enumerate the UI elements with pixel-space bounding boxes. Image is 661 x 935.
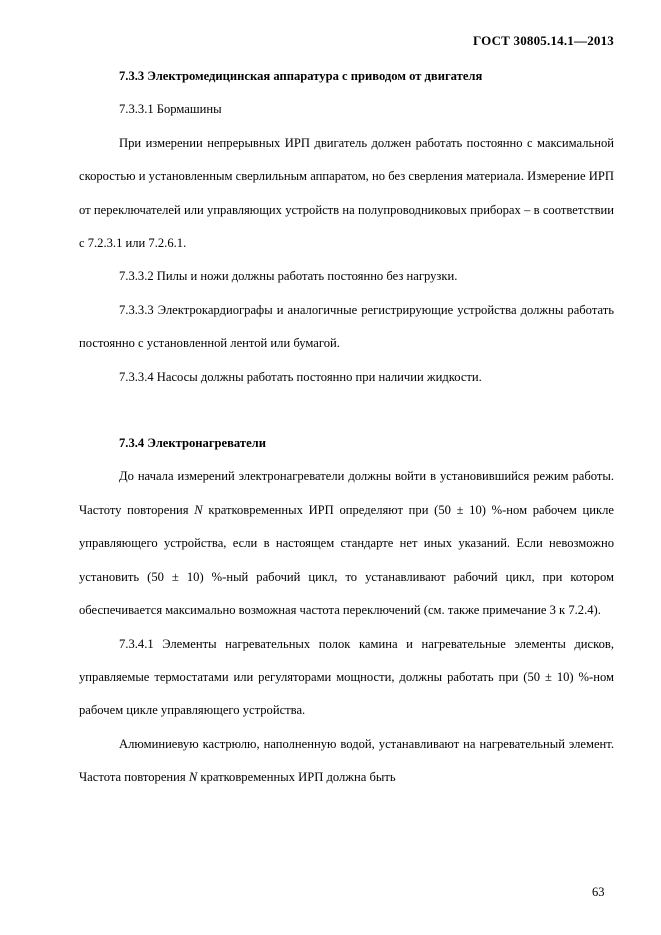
subsection-heading-7-3-3-1: 7.3.3.1 Бормашины bbox=[119, 102, 222, 117]
variable-n: N bbox=[188, 770, 198, 785]
text-segment: Алюминиевую кастрюлю, наполненную водой, устанавливают на нагревательный элемент. Частота повторения bbox=[79, 736, 614, 785]
text-segment: До начала измерений электронагреватели должны войти в установившийся режим работы. Частоту повторения bbox=[79, 469, 614, 517]
text-segment: кратковременных ИРП должна быть bbox=[197, 770, 396, 785]
section-heading-7-3-3: 7.3.3 Электромедицинская аппаратура с приводом от двигателя bbox=[119, 69, 483, 83]
paragraph-saws: 7.3.3.2 Пилы и ножи должны работать постоянно без нагрузки. bbox=[119, 269, 458, 284]
section-heading-7-3-4: 7.3.4 Электронагреватели bbox=[119, 436, 266, 451]
paragraph-pumps: 7.3.3.4 Насосы должны работать постоянно при наличии жидкости. bbox=[119, 369, 482, 384]
paragraph-cardiographs: 7.3.3.3 Электрокардиографы и аналогичные регистрирующие устройства должны работать постоянно с установленной лентой или бумагой. bbox=[79, 302, 614, 351]
page-number: 63 bbox=[592, 885, 605, 899]
text-segment: кратковременных ИРП определяют при (50 ± 10) %-ном рабочем цикле управляющего устройства, если в настоящем стандарте нет иных указаний. Если невозможно установить (50 ± 10) %-ный рабочий цикл, то устанавливают рабочий цикл, при котором обеспечивается максимально возможная частота переключений (см. также примечание 3 к 7.2.4). bbox=[79, 502, 615, 618]
document-header: ГОСТ 30805.14.1—2013 bbox=[472, 33, 614, 48]
paragraph-heating-elements: 7.3.4.1 Элементы нагревательных полок камина и нагревательные элементы дисков, управляемые термостатами или регуляторами мощности, должны работать при (50 ± 10) %-ном рабочем цикле управляющего устройства. bbox=[79, 636, 614, 718]
paragraph-heaters bbox=[79, 460, 614, 627]
document-body bbox=[79, 60, 614, 795]
variable-n: N bbox=[194, 502, 203, 517]
paragraph-aluminium-pan bbox=[79, 728, 614, 795]
paragraph-drills: При измерении непрерывных ИРП двигатель должен работать постоянно с максимальной скоростью и установленным сверлильным аппаратом, но без сверления материала. Измерение ИРП от переключателей или управляющих устройств на полупроводниковых приборах – в соответствии с 7.2.3.1 или 7.2.6.1. bbox=[79, 135, 614, 251]
